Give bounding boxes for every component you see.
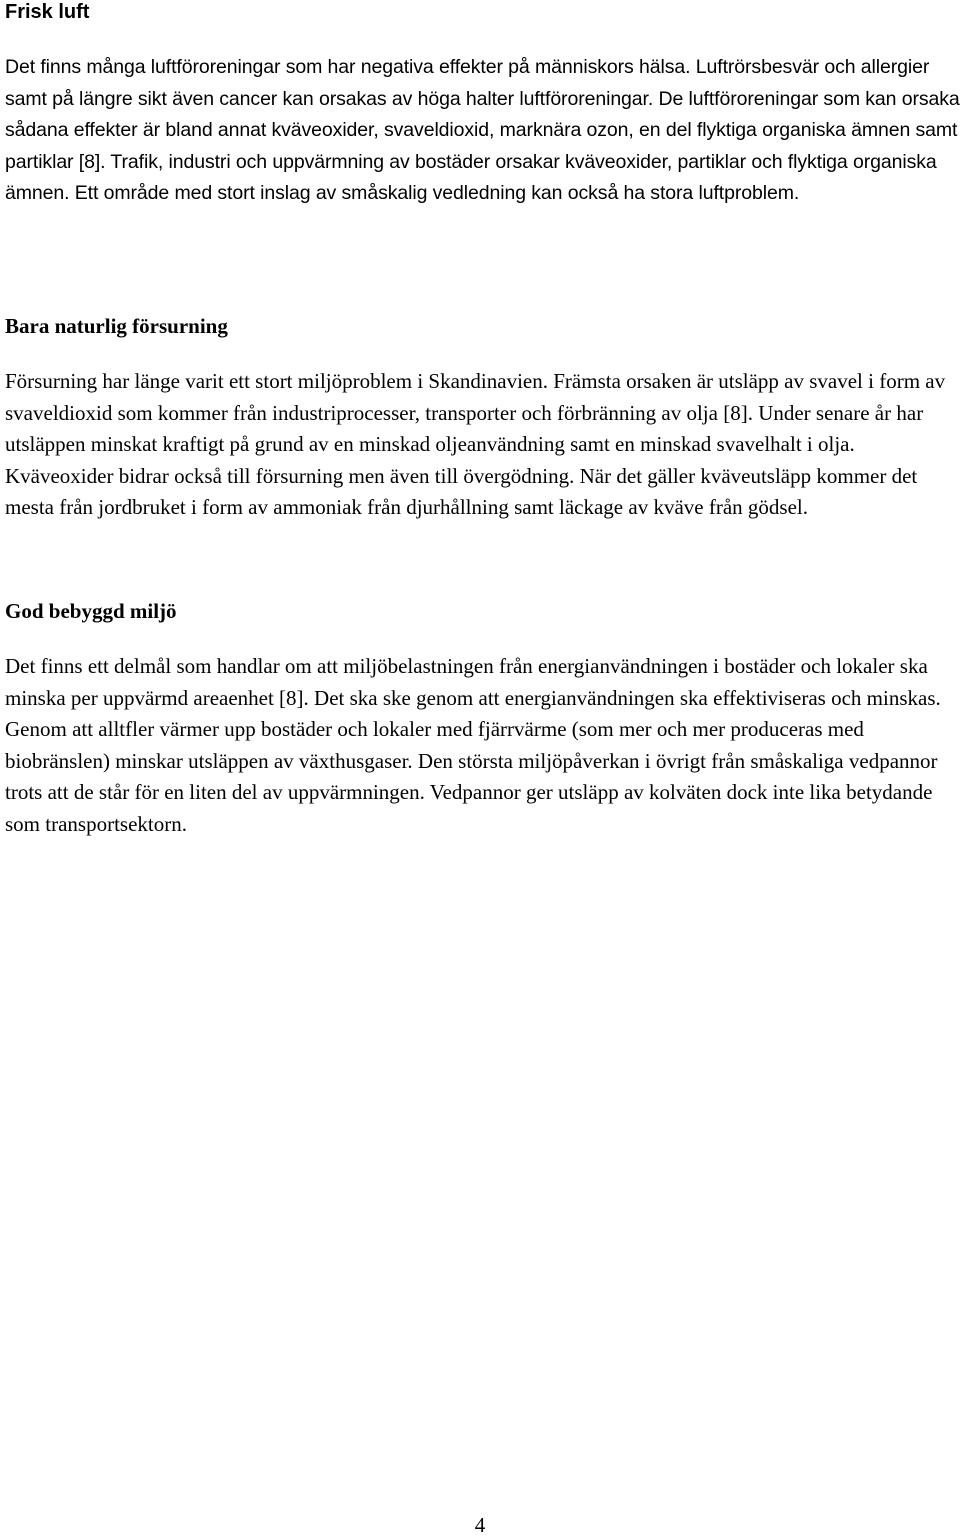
section-heading-god-bebyggd-miljo: God bebyggd miljö [5,599,177,623]
page-number: 4 [474,1513,486,1537]
section-body-bara-naturlig-forsurning: Försurning har länge varit ett stort miljöproblem i Skandinavien. Främsta orsaken är utsläpp av svavel i form av svaveldioxid som kommer från industriprocesser, transporter och förbränning av olja [8]. Under senare år har utsläppen minskat kraftigt på grund av en minskad oljeanvändning samt en minskad svavelhalt i olja. Kväveoxider bidrar också till försurning men även till övergödning. När det gäller kväveutsläpp kommer det mesta från jordbruket i form av ammoniak från djurhållning samt läckage av kväve från gödsel. [5,369,946,520]
section-body-god-bebyggd-miljo: Det finns ett delmål som handlar om att miljöbelastningen från energianvändningen i bostäder och lokaler ska minska per uppvärmd areaenhet [8]. Det ska ske genom att energianvändningen ska effektiviseras och minskas. Genom att alltfler värmer upp bostäder och lokaler med fjärrvärme (som mer och mer produceras med biobränslen) minskar utsläppen av växthusgaser. Den största miljöpåverkan i övrigt från småskaliga vedpannor trots att de står för en liten del av uppvärmningen. Vedpannor ger utsläpp av kolväten dock inte lika betydande som transportsektorn. [5,654,941,836]
section-heading-frisk-luft: Frisk luft [5,1,90,23]
section-heading-bara-naturlig-forsurning: Bara naturlig försurning [5,314,228,338]
section-body-frisk-luft: Det finns många luftföroreningar som har negativa effekter på människors hälsa. Luftrörsbesvär och allergier samt på längre sikt även cancer kan orsakas av höga halter luftföroreningar. De luftföroreningar som kan orsaka sådana effekter är bland annat kväveoxider, svaveldioxid, marknära ozon, en del flyktiga organiska ämnen samt partiklar [8]. Trafik, industri och uppvärmning av bostäder orsakar kväveoxider, partiklar och flyktiga organiska ämnen. Ett område med stort inslag av småskalig vedledning kan också ha stora luftproblem. [5,56,960,205]
